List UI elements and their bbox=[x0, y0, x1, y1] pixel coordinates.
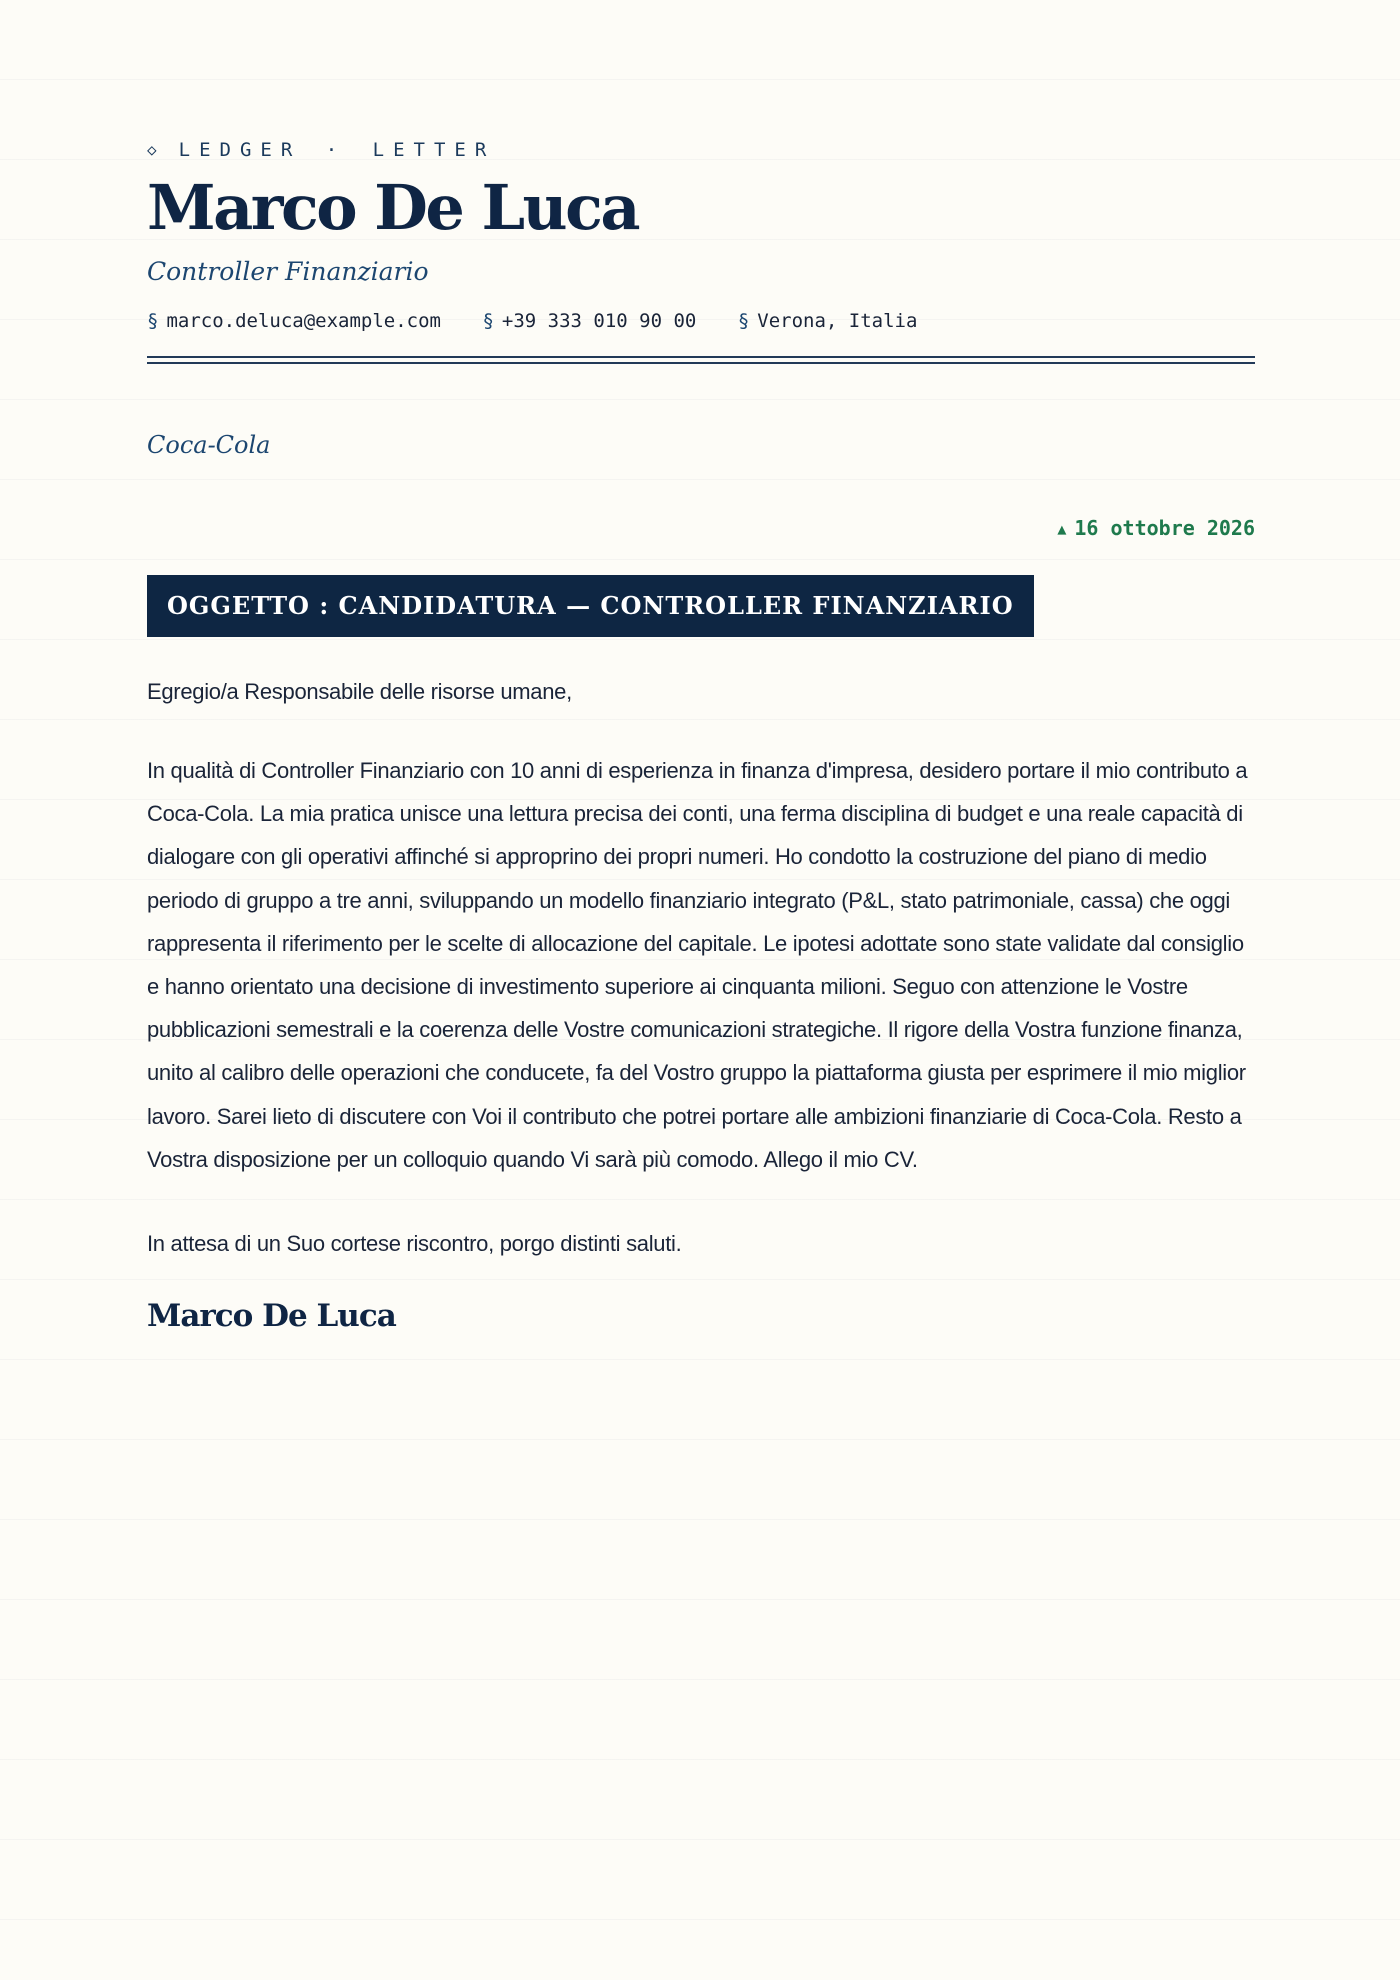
section-icon: § bbox=[147, 310, 159, 332]
header-double-rule bbox=[147, 356, 1255, 364]
contact-phone[interactable] bbox=[482, 308, 696, 334]
eyebrow-label bbox=[147, 138, 1255, 162]
contact-phone-text: +39 333 010 90 00 bbox=[501, 310, 697, 332]
letter-date bbox=[147, 514, 1255, 543]
eyebrow-right: LETTER bbox=[372, 139, 496, 161]
letter-page bbox=[147, 138, 1255, 1335]
section-icon: § bbox=[482, 310, 494, 332]
subject-banner: OGGETTO : CANDIDATURA — CONTROLLER FINANZIARIO bbox=[147, 575, 1034, 637]
contact-email[interactable] bbox=[147, 308, 441, 334]
diamond-icon: ◇ bbox=[147, 140, 157, 159]
contact-location bbox=[738, 308, 918, 334]
closing-line: In attesa di un Suo cortese riscontro, porgo distinti saluti. bbox=[147, 1231, 682, 1257]
eyebrow-left: LEDGER bbox=[178, 139, 302, 161]
sender-role: Controller Finanziario bbox=[147, 257, 429, 286]
recipient-company: Coca-Cola bbox=[147, 431, 271, 459]
contact-location-text: Verona, Italia bbox=[757, 310, 918, 332]
letter-body: In qualità di Controller Finanziario con 10 anni di esperienza in finanza d'impresa, desidero portare il mio contributo a Coca-Cola. La mia pratica unisce una lettura precisa dei conti, una ferma disciplina di budget e una reale capacità di dialogare con gli operativi affinché si approprino dei propri numeri. Ho condotto la costruzione del piano di medio periodo di gruppo a tre anni, sviluppando un modello finanziario integrato (P&L, stato patrimoniale, cassa) che oggi rappresenta il riferimento per le scelte di allocazione del capitale. Le ipotesi adottate sono state validate dal consiglio e hanno orientato una decisione di investimento superiore ai cinquanta milioni. Seguo con attenzione le Vostre pubblicazioni semestrali e la coerenza delle Vostre comunicazioni strategiche. Il rigore della Vostra funzione finanza, unito al calibro delle operazioni che conducete, fa del Vostro gruppo la piattaforma giusta per esprimere il mio miglior lavoro. Sarei lieto di discutere con Voi il contributo che potrei portare alle ambizioni finanziarie di Coca-Cola. Resto a Vostra disposizione per un colloquio quando Vi sarà più comodo. Allego il mio CV. bbox=[147, 758, 1248, 1172]
letter-date-text: 16 ottobre 2026 bbox=[1074, 516, 1255, 540]
salutation: Egregio/a Responsabile delle risorse umane, bbox=[147, 679, 572, 704]
contact-email-text: marco.deluca@example.com bbox=[166, 310, 441, 332]
triangle-up-icon: ▲ bbox=[1057, 520, 1067, 538]
sender-name: Marco De Luca bbox=[147, 171, 639, 244]
contact-line bbox=[147, 308, 1255, 334]
eyebrow-separator: · bbox=[325, 139, 347, 161]
section-icon: § bbox=[737, 310, 750, 332]
signature: Marco De Luca bbox=[147, 1298, 396, 1335]
